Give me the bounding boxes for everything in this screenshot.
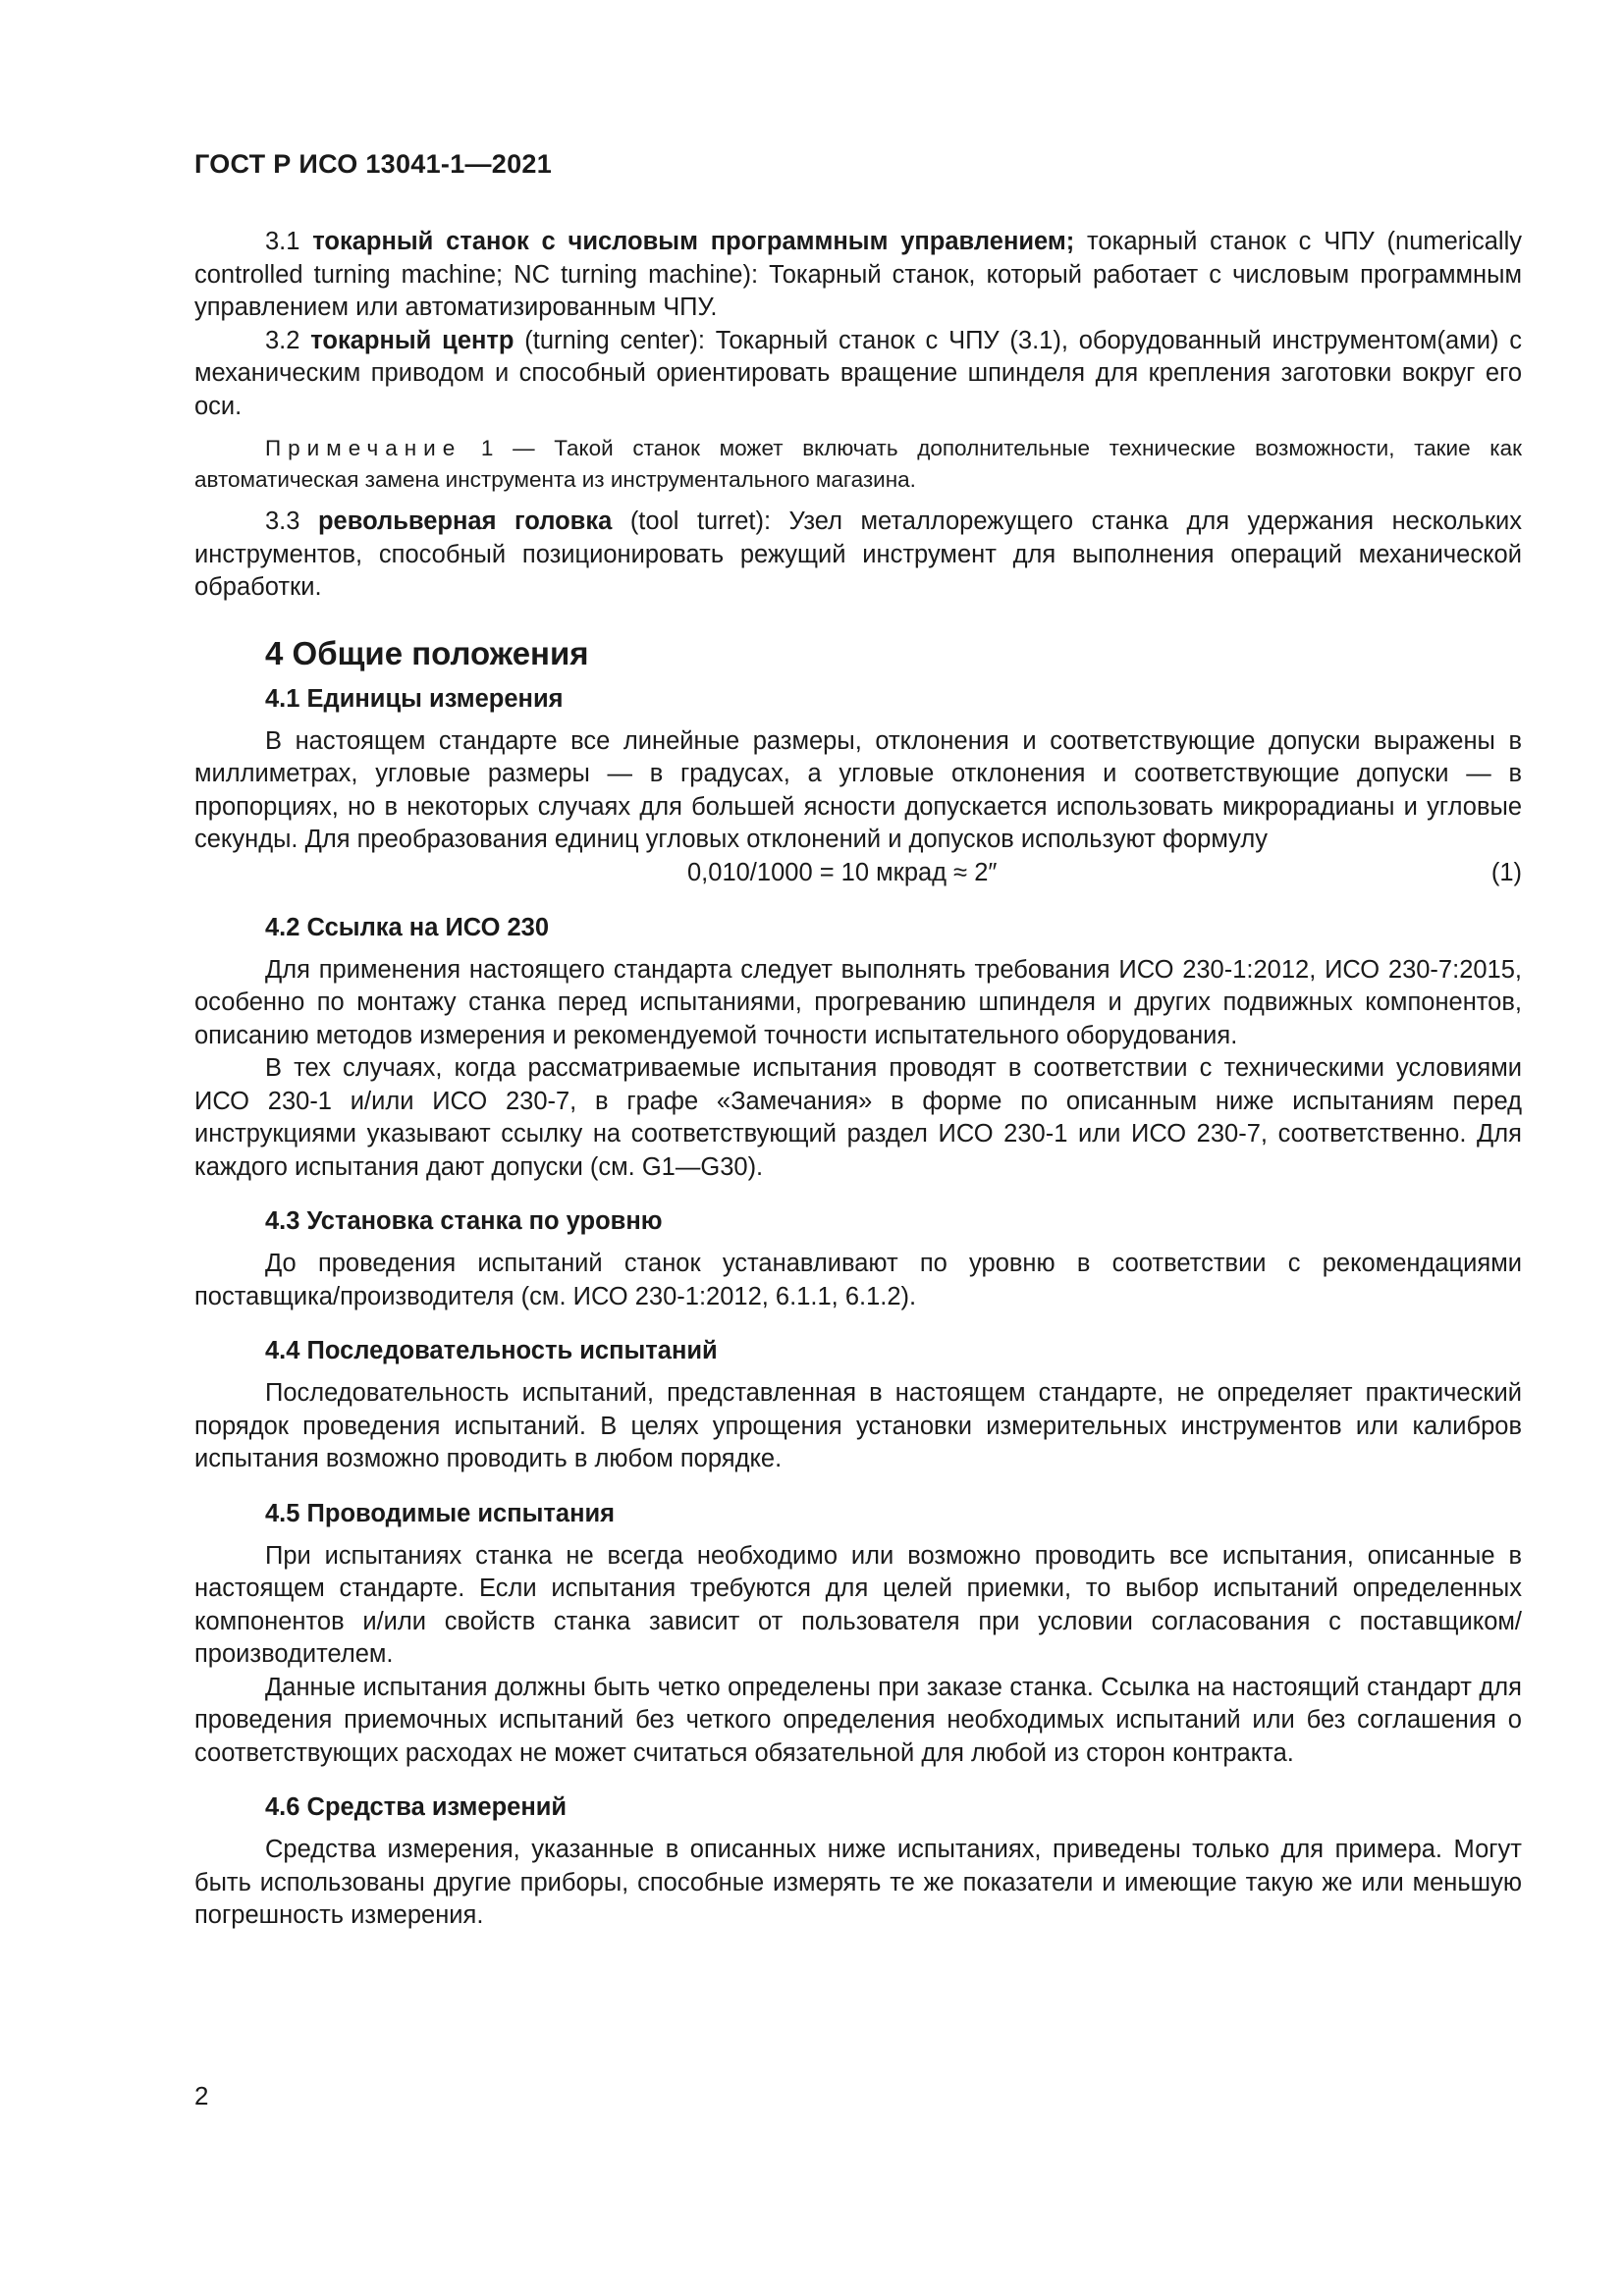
section-4-4-paragraph: Последовательность испытаний, представленная в настоящем стандарте, не определяет практический порядок проведения испытаний. В целях упрощения установки измерительных инструментов или калибров испытания возможно проводить в любом порядке. — [194, 1379, 1522, 1472]
section-4-6-paragraph: Средства измерения, указанные в описанных ниже испытаниях, приведены только для примера. Могут быть использованы другие приборы, способные измерять те же показатели и имеющие такую же или меньшую погрешность измерения. — [194, 1836, 1522, 1929]
definition-number: 3.1 — [265, 228, 300, 255]
section-4-2-heading: 4.2 Ссылка на ИСО 230 — [265, 913, 550, 941]
definition-3-1 — [194, 226, 1522, 325]
section-4-1-paragraph: В настоящем стандарте все линейные размеры, отклонения и соответствующие допуски выражены в миллиметрах, угловые размеры — в градусах, а угловые отклонения и соответствующие допуски — в пропорциях, но в некоторых случаях для большей ясности допускается использовать микрорадианы и угловые секунды. Для преобразования единиц угловых отклонений и допусков используют формулу — [194, 726, 1522, 853]
definition-term: револьверная головка — [317, 507, 613, 535]
formula-expression: 0,010/1000 = 10 мкрад ≈ 2″ — [687, 858, 998, 886]
section-4-5-heading: 4.5 Проводимые испытания — [265, 1499, 616, 1527]
section-4-heading: 4 Общие положения — [265, 634, 589, 671]
note-1 — [194, 433, 1522, 496]
section-4-1-heading: 4.1 Единицы измерения — [265, 684, 564, 713]
section-4-5-paragraph-1: При испытаниях станка не всегда необходимо или возможно проводить все испытания, описанные в настоящем стандарте. Если испытания требуются для целей приемки, то выбор испытаний определенных компонентов и/или свойств станка зависит от пользователя при условии согласования с поставщиком/производителем. — [194, 1541, 1522, 1668]
definition-number: 3.2 — [265, 326, 300, 354]
definition-text: токарный станок с ЧПУ (numerically controlled turning machine; NC turning machine): Токарный станок, который работает с числовым программным управлением или автоматизированным ЧПУ. — [194, 228, 1522, 321]
section-4-5-paragraph-2: Данные испытания должны быть четко определены при заказе станка. Ссылка на настоящий стандарт для проведения приемочных испытаний без четкого определения необходимых испытаний или без соглашения о соответствующих расходах не может считаться обязательной для любой из сторон контракта. — [194, 1673, 1522, 1767]
section-4-2-paragraph-1: Для применения настоящего стандарта следует выполнять требования ИСО 230-1:2012, ИСО 230-7:2015, особенно по монтажу станка перед испытаниями, прогреванию шпинделя и других подвижных компонентов, описанию методов измерения и рекомендуемой точности испытательного оборудования. — [194, 955, 1522, 1049]
note-text: 1 — Такой станок может включать дополнительные технические возможности, такие как автоматическая замена инструмента из инструментального магазина. — [194, 436, 1522, 492]
formula-1 — [194, 857, 1522, 890]
definition-text: (turning center): Токарный станок с ЧПУ (3.1), оборудованный инструментом(ами) с механическим приводом и способный ориентировать вращение шпинделя для крепления заготовки вокруг его оси. — [194, 326, 1522, 420]
definition-term: токарный центр — [310, 326, 514, 354]
section-4-2-paragraph-2: В тех случаях, когда рассматриваемые испытания проводят в соответствии с техническими условиями ИСО 230-1 и/или ИСО 230-7, в графе «Замечания» в форме по описанным ниже испытаниям перед инструкциями указывают ссылку на соответствующий раздел ИСО 230-1 или ИСО 230-7, соответственно. Для каждого испытания дают допуски (см. G1—G30). — [194, 1054, 1522, 1181]
section-4-4-heading: 4.4 Последовательность испытаний — [265, 1337, 718, 1364]
formula-number: (1) — [1490, 858, 1522, 886]
definition-term: токарный станок с числовым программным управлением; — [312, 228, 1075, 255]
document-header: ГОСТ Р ИСО 13041-1—2021 — [194, 149, 553, 179]
section-4-3-paragraph: До проведения испытаний станок устанавливают по уровню в соответствии с рекомендациями поставщика/производителя (см. ИСО 230-1:2012, 6.1.1, 6.1.2). — [194, 1250, 1522, 1310]
section-4-3-heading: 4.3 Установка станка по уровню — [265, 1207, 663, 1235]
definition-3-3 — [194, 506, 1522, 605]
definition-3-2 — [194, 325, 1522, 424]
note-label: Примечание — [265, 436, 462, 460]
definition-number: 3.3 — [265, 507, 300, 535]
definition-text: (tool turret): Узел металлорежущего станка для удержания нескольких инструментов, способный позиционировать режущий инструмент для выполнения операций механической обработки. — [194, 507, 1522, 601]
document-body — [194, 226, 1522, 1933]
section-4-6-heading: 4.6 Средства измерений — [265, 1793, 568, 1821]
page-number: 2 — [194, 2081, 209, 2110]
